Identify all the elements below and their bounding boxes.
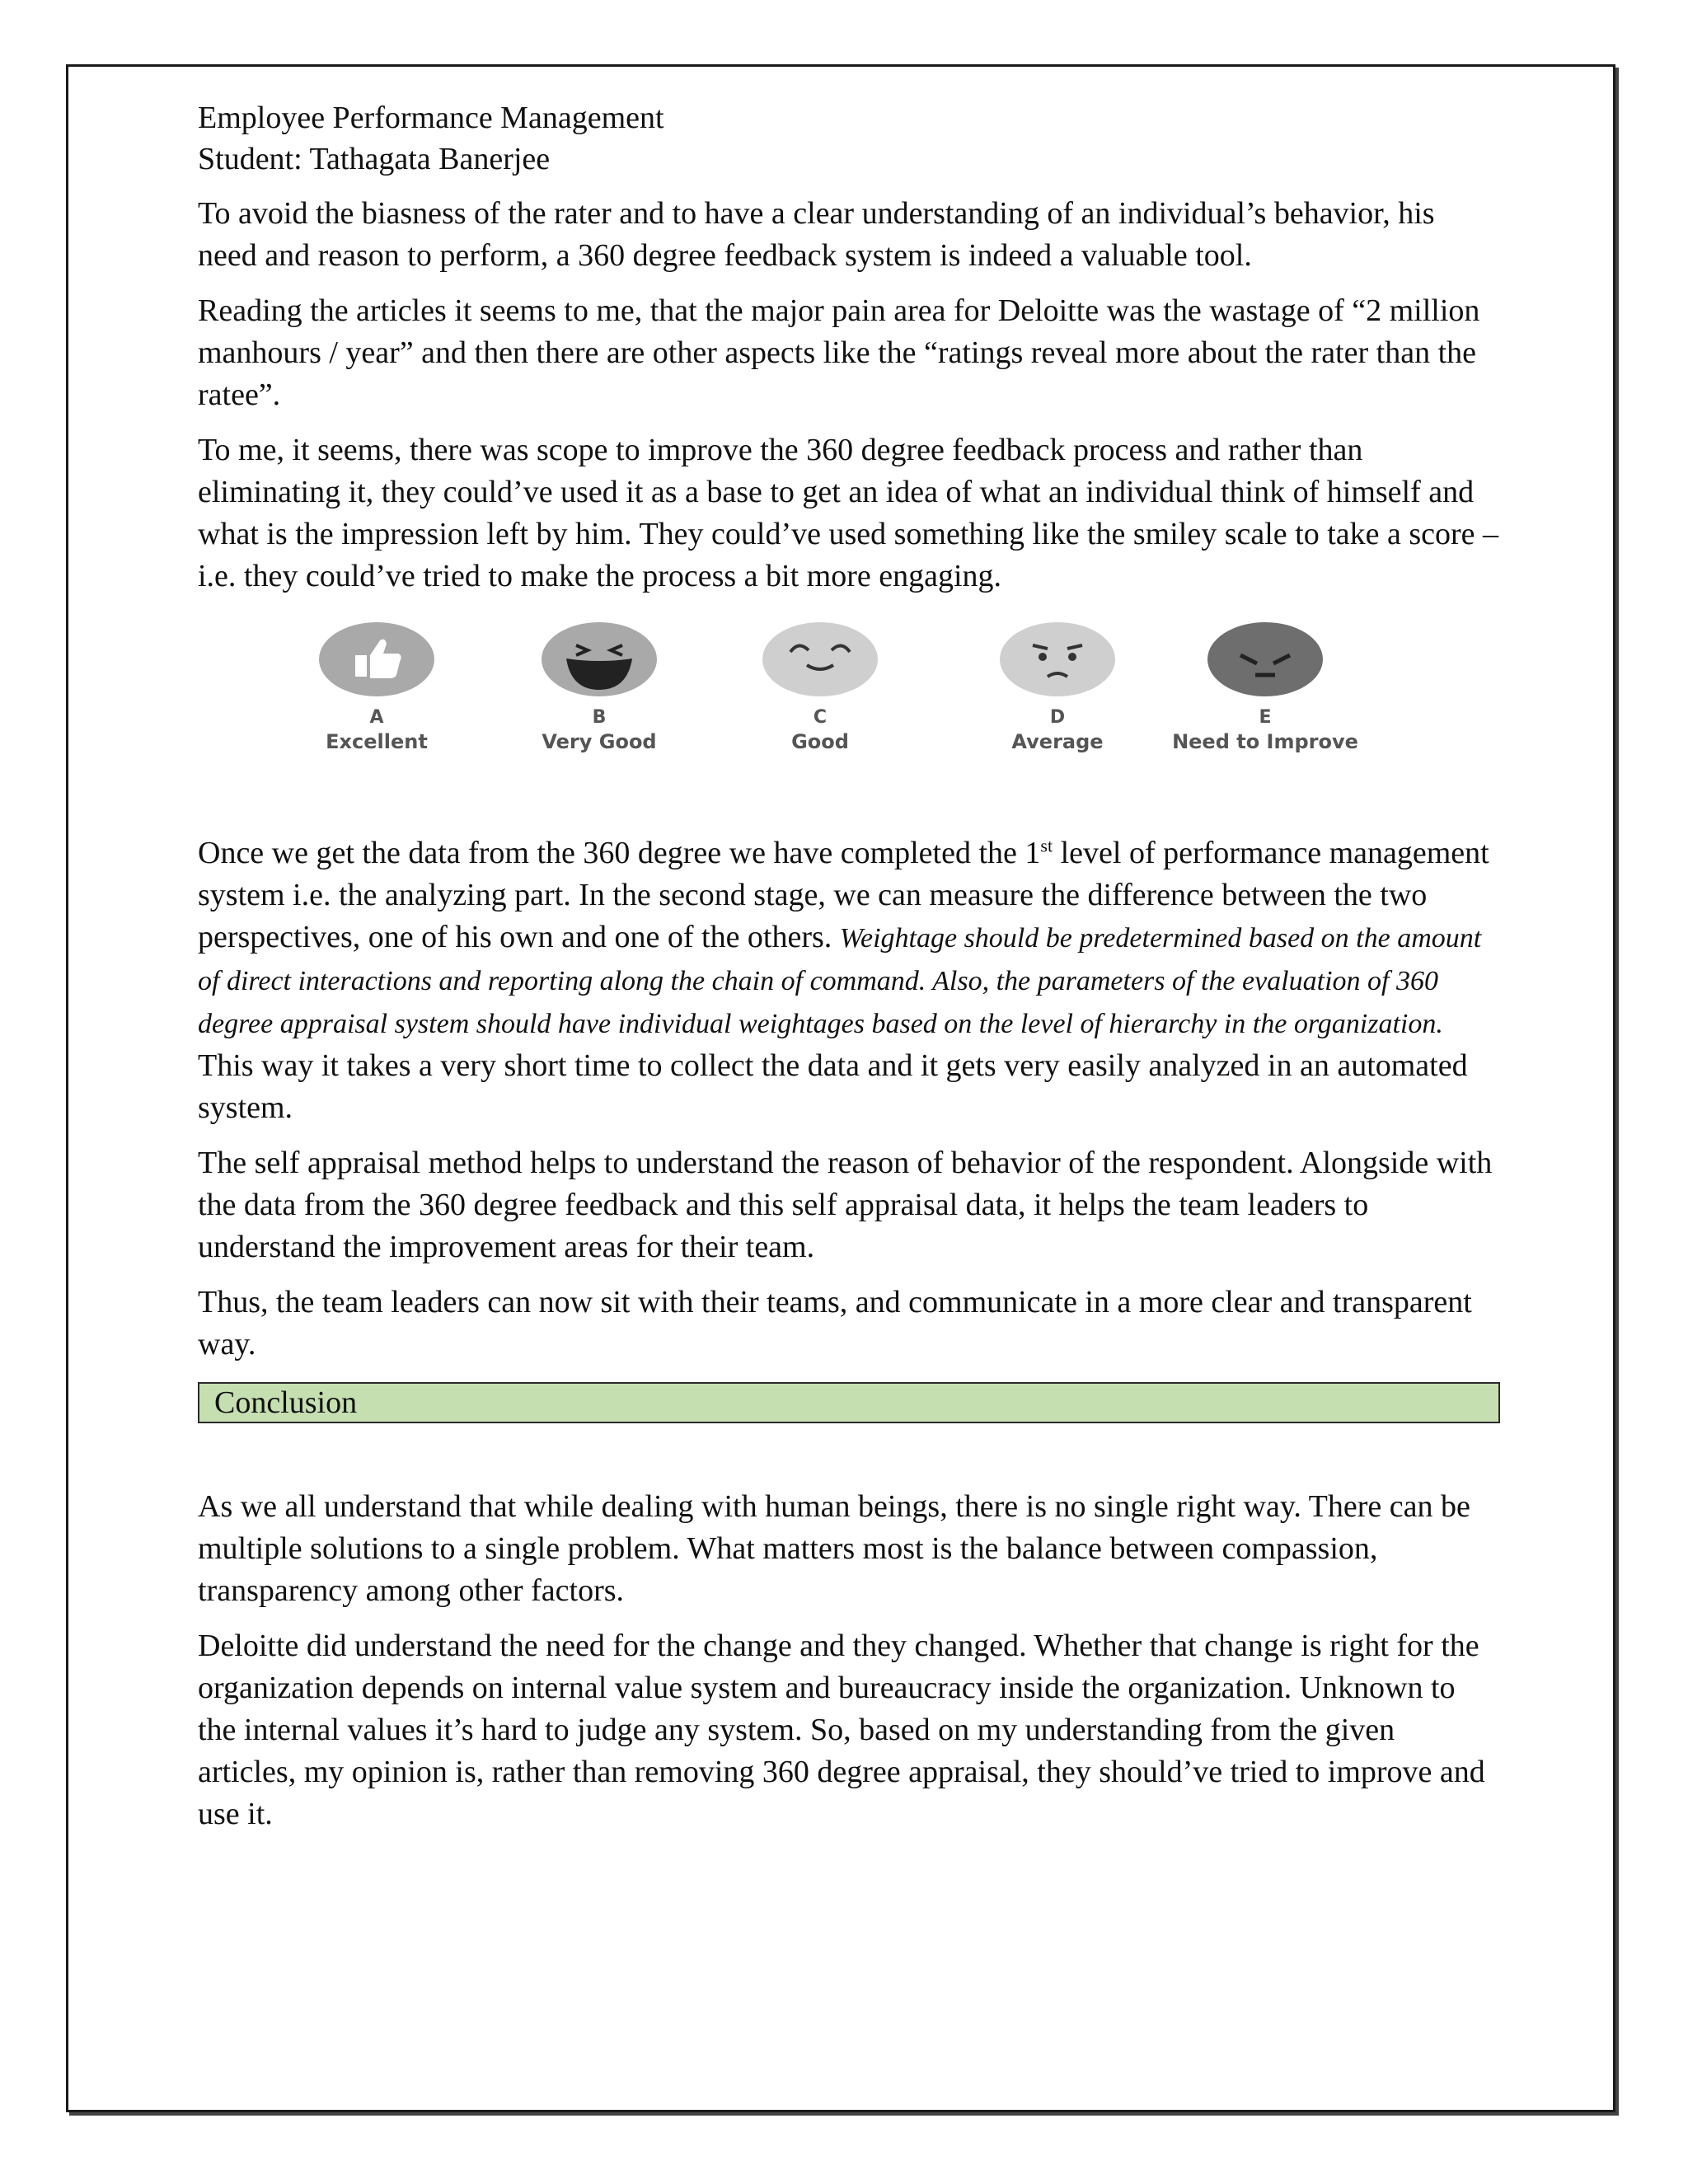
- document-title: Employee Performance Management: [198, 101, 664, 135]
- smiley-item-e: [1170, 622, 1360, 754]
- thumbs-up-icon: [319, 622, 434, 696]
- grade-letter: C: [813, 707, 828, 728]
- paragraph-4-part-b: level of performance management system i.e. the analyzing part. In the second stage, we can measure the difference between the two perspectives, one of his own and one of the others.: [198, 836, 1489, 954]
- laughing-face-icon: [542, 622, 657, 696]
- paragraph-4-part-a: Once we get the data from the 360 degree we have completed the 1: [198, 836, 1041, 870]
- document-body: [198, 97, 1500, 1835]
- smiley-item-c: [725, 622, 915, 754]
- conclusion-heading: Conclusion: [198, 1382, 1500, 1423]
- paragraph-4: [198, 832, 1500, 1129]
- grade-letter: B: [592, 707, 607, 728]
- grade-label: Very Good: [542, 730, 657, 753]
- paragraph-7: As we all understand that while dealing with human beings, there is no single right way. There can be multiple solutions to a single problem. What matters most is the balance between compassion, transparency among other factors.: [198, 1489, 1470, 1608]
- paragraph-4-italic: Weightage should be predetermined based on the amount of direct interactions and reporting along the chain of command. Also, the parameters of the evaluation of 360 degree appraisal system should have individual weightages based on the level of hierarchy in the organization.: [198, 923, 1482, 1039]
- smiley-item-a: [282, 622, 471, 754]
- neutral-face-icon: [1000, 622, 1115, 696]
- grade-label: Excellent: [326, 730, 428, 753]
- ordinal-suffix: st: [1040, 835, 1053, 856]
- grade-label: Need to Improve: [1172, 730, 1358, 753]
- grade-letter: A: [369, 707, 384, 728]
- smiley-item-b: [504, 622, 694, 754]
- paragraph-5: The self appraisal method helps to understand the reason of behavior of the respondent. Alongside with the data from the 360 degree feedback and this self appraisal data, it helps the team leaders to understand the improvement areas for their team.: [198, 1146, 1493, 1264]
- grade-label: Good: [791, 730, 849, 753]
- paragraph-3: To me, it seems, there was scope to improve the 360 degree feedback process and rather than eliminating it, they could’ve used it as a base to get an idea of what an individual think of himself and what is the impression left by him. They could’ve used something like the smiley scale to take a score – i.e. they could’ve tried to make the process a bit more engaging.: [198, 433, 1499, 593]
- student-name: Student: Tathagata Banerjee: [198, 142, 551, 176]
- grade-label: Average: [1011, 730, 1104, 753]
- paragraph-2: Reading the articles it seems to me, that the major pain area for Deloitte was the wastage of “2 million manhours / year” and then there are other aspects like the “ratings reveal more about the rater than the ratee”.: [198, 293, 1480, 412]
- smiley-scale: [198, 622, 1500, 775]
- grade-letter: E: [1259, 707, 1272, 728]
- frowning-face-icon: [1207, 622, 1323, 696]
- paragraph-4-part-c: This way it takes a very short time to collect the data and it gets very easily analyzed in an automated system.: [198, 1048, 1468, 1125]
- smiley-item-d: [963, 622, 1152, 754]
- paragraph-6: Thus, the team leaders can now sit with their teams, and communicate in a more clear and transparent way.: [198, 1285, 1472, 1361]
- grade-letter: D: [1049, 707, 1066, 728]
- smiling-face-icon: [762, 622, 878, 696]
- spacer: [198, 1423, 1500, 1473]
- paragraph-8: Deloitte did understand the need for the change and they changed. Whether that change is right for the organization depends on internal value system and bureaucracy inside the organization. Unknown to the internal values it’s hard to judge any system. So, based on my understanding from the given articles, my opinion is, rather than removing 360 degree appraisal, they should’ve tried to improve and use it.: [198, 1629, 1485, 1831]
- paragraph-1: To avoid the biasness of the rater and to have a clear understanding of an individual’s behavior, his need and reason to perform, a 360 degree feedback system is indeed a valuable tool.: [198, 196, 1435, 273]
